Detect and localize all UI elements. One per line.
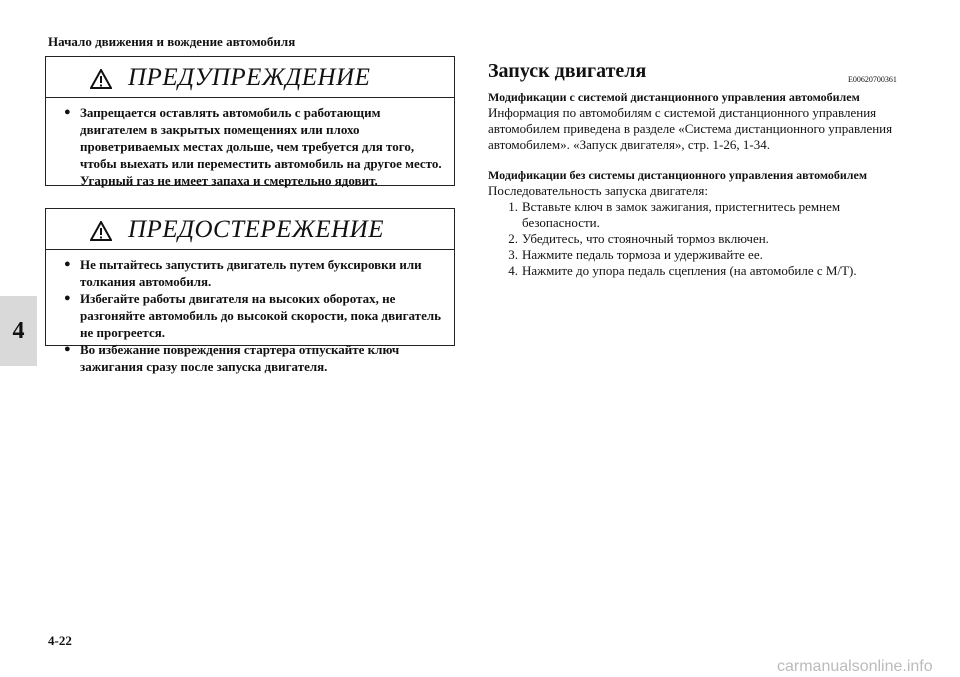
warning-triangle-icon: [90, 69, 112, 89]
subheading-with-remote: Модификации с системой дистанционного управления автомобилем: [488, 90, 860, 104]
paragraph-with-remote: Информация по автомобилям с системой дистанционного управления автомобилем приведена в разделе «Система дистанционного управления автомобилем». «Запуск двигателя», стр. 1-26, 1-34.: [488, 105, 893, 152]
warning-header: [46, 57, 454, 98]
list-item-text: Во избежание повреждения стартера отпускайте ключ зажигания сразу после запуска двигателя.: [80, 342, 400, 374]
step-number: 2.: [508, 231, 518, 246]
bullet-icon: ●: [64, 106, 71, 118]
watermark: carmanualsonline.info: [777, 658, 933, 675]
section-code: E00620700361: [848, 75, 897, 84]
section-body: [488, 90, 908, 279]
bullet-icon: ●: [64, 292, 71, 304]
step-text: Нажмите педаль тормоза и удерживайте ее.: [522, 247, 763, 262]
caution-title: ПРЕДОСТЕРЕЖЕНИЕ: [128, 216, 384, 243]
caution-list: [46, 250, 454, 383]
list-item: [64, 290, 444, 341]
list-item-text: Запрещается оставлять автомобиль с работающим двигателем в закрытых помещениях или плохо проветриваемых местах дольше, чем требуется для того, чтобы выехать или переместить автомобиль на другое место. Угарный газ не имеет запаха и смертельно ядовит.: [80, 105, 442, 188]
caution-triangle-icon: [90, 221, 112, 241]
section-title: Запуск двигателя: [488, 60, 647, 82]
list-item-text: Не пытайтесь запустить двигатель путем буксировки или толкания автомобиля.: [80, 257, 422, 289]
steps-list: [488, 199, 908, 279]
step-text: Убедитесь, что стояночный тормоз включен.: [522, 231, 769, 246]
subheading-without-remote: Модификации без системы дистанционного управления автомобилем: [488, 168, 868, 182]
list-item: [64, 341, 444, 375]
page-number: 4-22: [48, 633, 72, 648]
warning-title: ПРЕДУПРЕЖДЕНИЕ: [128, 64, 371, 91]
paragraph-sequence: Последовательность запуска двигателя:: [488, 183, 708, 198]
caution-box: [45, 208, 455, 374]
step-item: [488, 231, 908, 247]
bullet-icon: ●: [64, 343, 71, 355]
step-item: [488, 263, 908, 279]
chapter-tab: 4: [0, 296, 37, 366]
warning-box: [45, 56, 455, 186]
step-item: [488, 247, 908, 263]
bullet-icon: ●: [64, 258, 71, 270]
list-item: [64, 256, 444, 290]
list-item-text: Избегайте работы двигателя на высоких оборотах, не разгоняйте автомобиль до высокой скорости, пока двигатель не прогреется.: [80, 291, 442, 340]
step-text: Нажмите до упора педаль сцепления (на автомобиле с М/Т).: [522, 263, 857, 278]
page-header: Начало движения и вождение автомобиля: [48, 34, 296, 49]
step-number: 4.: [508, 263, 518, 278]
step-item: [488, 199, 908, 231]
step-number: 3.: [508, 247, 518, 262]
list-item: [64, 104, 444, 189]
caution-header: [46, 209, 454, 250]
step-number: 1.: [508, 199, 518, 214]
warning-list: [46, 98, 454, 197]
step-text: Вставьте ключ в замок зажигания, пристегнитесь ремнем безопасности.: [522, 199, 841, 230]
